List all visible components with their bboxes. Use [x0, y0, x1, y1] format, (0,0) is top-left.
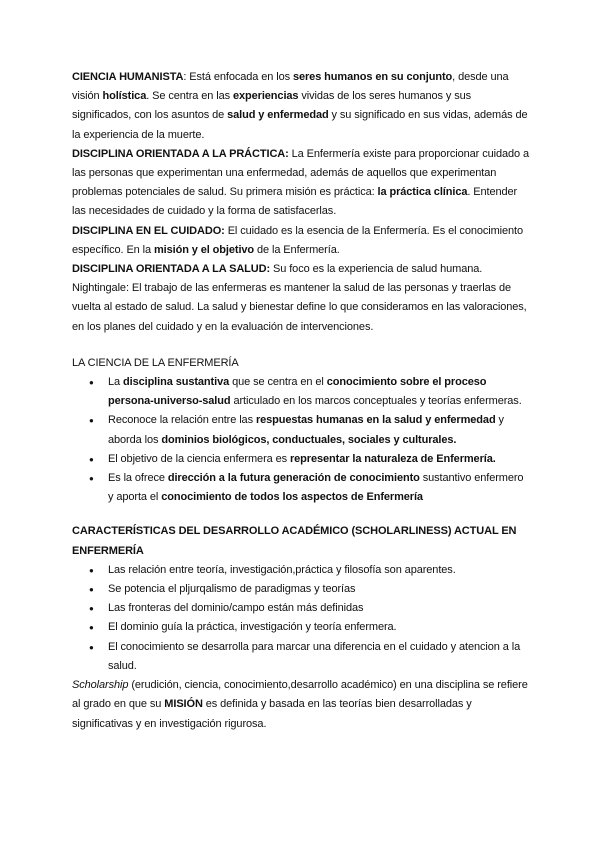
- text-run: El dominio guía la práctica, investigación y teoría enfermera.: [108, 621, 397, 634]
- bold-text: MISIÓN: [164, 698, 203, 711]
- text-run: Su foco es la experiencia de salud humana. Nightingale: El trabajo de las enfermeras es mantener la salud de las personas y traerlas de vuelta al estado de salud. La salud y bienestar define lo que consideramos en las valoraciones, en los planes del cuidado y en la evaluación de intervenciones.: [72, 263, 527, 333]
- list-item: [72, 450, 530, 469]
- text-run: (erudición, ciencia, conocimiento,desarrollo académico) en una disciplina se refiere al grado en que su: [72, 679, 528, 711]
- paragraph-disciplina-salud: [72, 260, 530, 337]
- bold-text: experiencias: [232, 90, 299, 103]
- bold-text: misión y el objetivo: [153, 243, 255, 256]
- text-run: La Enfermería existe para proporcionar cuidado a las personas que experimentan una enfermedad, además de aquellos que experimentan problemas potenciales de salud. Su primera misión es práctica:: [72, 147, 529, 199]
- bold-text: DISCIPLINA ORIENTADA A LA PRÁCTICA:: [72, 147, 289, 160]
- list-item: [72, 561, 530, 580]
- text-run: y su significado en sus vidas, además de la experiencia de la muerte.: [72, 109, 528, 141]
- bold-text: disciplina sustantiva: [123, 376, 230, 389]
- text-run: . Se centra en las: [146, 90, 233, 103]
- bold-text: respuestas humanas en la salud y enfermedad: [255, 414, 496, 427]
- text-run: Se potencia el pljurqalismo de paradigmas y teorías: [108, 583, 356, 596]
- text-run: es definida y basada en las teorías bien desarrolladas y significativas y en investigación rigurosa.: [72, 698, 472, 730]
- text-run: , desde una visión: [72, 71, 509, 103]
- paragraph-scholarship: [72, 676, 530, 734]
- bold-text: DISCIPLINA ORIENTADA A LA SALUD:: [72, 263, 271, 276]
- list-item: [72, 469, 530, 507]
- bullet-list-caracteristicas: [72, 561, 530, 676]
- list-item: [72, 599, 530, 618]
- document-content: [72, 68, 530, 734]
- text-run: El objetivo de la ciencia enfermera es: [108, 452, 290, 465]
- paragraph-ciencia-humanista: [72, 68, 530, 145]
- text-run: Las relación entre teoría, investigación,práctica y filosofía son aparentes.: [108, 563, 456, 576]
- italic-text: Scholarship: [72, 679, 129, 692]
- text-run: . Entender las necesidades de cuidado y la forma de satisfacerlas.: [72, 186, 518, 218]
- text-run: Es la ofrece: [108, 472, 168, 485]
- section-heading-ciencia-enfermeria: LA CIENCIA DE LA ENFERMERÍA: [72, 356, 239, 369]
- text-run: El conocimiento se desarrolla para marcar una diferencia en el cuidado y atencion a la salud.: [108, 640, 521, 672]
- bold-text: la práctica clínica: [377, 186, 468, 199]
- list-item: [72, 638, 530, 676]
- bullet-list-ciencia-enfermeria: [72, 373, 530, 507]
- bold-text: holística: [102, 90, 147, 103]
- bold-text: conocimiento sobre el proceso persona-universo-salud: [108, 376, 487, 408]
- text-run: sustantivo enfermero y aporta el: [108, 472, 524, 504]
- text-run: Reconoce la relación entre las: [108, 414, 256, 427]
- list-item: [72, 618, 530, 637]
- paragraph-disciplina-practica: [72, 145, 530, 222]
- paragraph-disciplina-cuidado: [72, 222, 530, 260]
- bold-text: representar la naturaleza de Enfermería.: [289, 452, 496, 465]
- bold-text: dirección a la futura generación de conocimiento: [167, 472, 420, 485]
- text-run: de la Enfermería.: [254, 243, 340, 256]
- bold-text: conocimiento de todos los aspectos de Enfermería: [161, 491, 423, 504]
- text-run: que se centra en el: [229, 376, 327, 389]
- list-item: [72, 580, 530, 599]
- text-run: Las fronteras del dominio/campo están más definidas: [108, 602, 364, 615]
- section-heading-caracteristicas: CARACTERÍSTICAS DEL DESARROLLO ACADÉMICO (SCHOLARLINESS) ACTUAL EN ENFERMERÍA: [72, 525, 517, 557]
- bold-text: DISCIPLINA EN EL CUIDADO:: [72, 224, 225, 237]
- list-item: [72, 411, 530, 449]
- text-run: : Está enfocada en los: [183, 71, 293, 83]
- text-run: articulado en los marcos conceptuales y teorías enfermeras.: [230, 395, 522, 408]
- list-item: [72, 373, 530, 411]
- text-run: El cuidado es la esencia de la Enfermería. Es el conocimiento específico. En la: [72, 224, 524, 256]
- text-run: y aborda los: [108, 414, 504, 446]
- bold-text: salud y enfermedad: [227, 109, 329, 122]
- text-run: La: [108, 376, 123, 389]
- bold-text: CIENCIA HUMANISTA: [72, 71, 184, 83]
- bold-text: dominios biológicos, conductuales, sociales y culturales.: [161, 433, 457, 446]
- text-run: vividas de los seres humanos y sus significados, con los asuntos de: [72, 90, 472, 122]
- bold-text: seres humanos en su conjunto: [292, 71, 453, 83]
